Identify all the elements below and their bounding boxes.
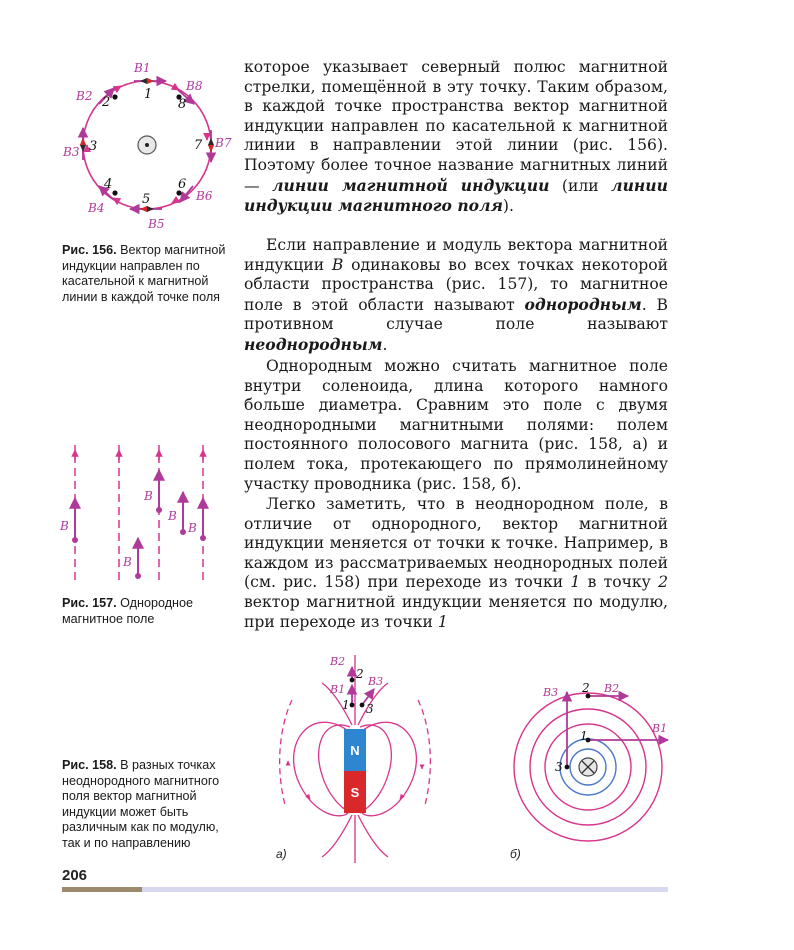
p4-mid: в точку [587, 573, 651, 592]
caption-fig158-text: В разных точках неоднородного магнитного поля вектор магнитной индукции может быть различным как по модулю, так и по направлению [62, 758, 220, 850]
p2-term-nonuniform: неоднородным [244, 334, 383, 354]
p4-point-2: 2 [658, 573, 668, 592]
point-b-3: 3 [555, 760, 563, 774]
caption-fig158-label: Рис. 158. [62, 758, 117, 772]
paragraph-4 [244, 495, 668, 632]
label-b1: B1 [134, 61, 151, 75]
p2-vector-b: B [331, 255, 344, 274]
label-b-uniform-3: B [144, 489, 153, 503]
label-b7: B7 [215, 136, 232, 150]
label-b-uniform-2: B [123, 555, 132, 569]
point-a-3: 3 [366, 702, 374, 716]
p4-end: вектор магнитной индукции меняется по модулю, при переходе из точки [244, 592, 668, 631]
paragraph-1 [244, 58, 668, 217]
p4-point-1: 1 [570, 573, 581, 592]
compass-needle-3 [80, 138, 86, 152]
footer-bar [62, 887, 668, 892]
label-b-uniform-5: B [188, 521, 197, 535]
caption-fig156-label: Рис. 156. [62, 243, 117, 257]
figure-156 [62, 50, 237, 240]
compass-needle-7 [208, 138, 214, 152]
point-4-label: 4 [104, 177, 113, 192]
caption-fig157-text: Однородное магнитное поле [62, 596, 194, 626]
p2-term-uniform: однородным [524, 294, 642, 314]
caption-fig157 [62, 596, 227, 627]
label-b-b2: B2 [604, 682, 620, 695]
point-5-label: 5 [142, 192, 151, 207]
label-b-uniform-1: B [60, 519, 69, 533]
label-b3: B3 [63, 145, 80, 159]
point-1-label: 1 [144, 87, 153, 102]
magnet-n-label: N [350, 743, 360, 758]
p4-point-1b: 1 [437, 612, 448, 631]
p2-part-c: . В противном случае поле называют [244, 295, 668, 334]
caption-fig156-text: Вектор магнитной индукции направлен по касательной к магнитной линии в каждой точке поля [62, 243, 226, 304]
caption-fig156 [62, 243, 227, 305]
p2-part-d: . [382, 335, 388, 354]
label-a-b1: B1 [330, 683, 346, 696]
p4-text: Легко заметить, что в неоднородном поле, в отличие от однородного, вектор магнитной индукции меняется от точки к точке. Например, в каждом из рассматриваемых неоднородных полей (см. рис. 158) при переходе из точки [244, 495, 668, 592]
p1-end: ). [502, 197, 514, 216]
p1-text: которое указывает северный полюс магнитной стрелки, помещённой в эту точку. Таким образом, в каждой точке пространства вектор магнитной индукции направлен по касательной к магнитной линии в направлении этой линии (рис. 156). Поэтому более точное название магнитных линий — [244, 58, 668, 195]
label-b-b3: B3 [543, 686, 559, 699]
point-8-label: 8 [178, 97, 187, 112]
wire-into-page [579, 758, 597, 776]
paragraph-2 [244, 236, 668, 356]
p1-term-1: линии магнитной индукции [272, 175, 550, 195]
point-b-1: 1 [580, 729, 588, 743]
caption-fig158 [62, 758, 237, 852]
point-a-1: 1 [342, 698, 350, 712]
page-number: 206 [62, 867, 88, 884]
point-7-label: 7 [194, 138, 203, 153]
figure-158a [270, 645, 440, 865]
label-b4: B4 [88, 201, 105, 215]
p1-term-2: линии индукции магнитного поля [244, 175, 668, 216]
figure-157 [55, 440, 230, 590]
p2-part-a: Если направление и модуль вектора магнитной индукции [244, 236, 668, 274]
figure-158b [500, 672, 680, 867]
label-b-uniform-4: B [168, 509, 177, 523]
point-3-label: 3 [89, 139, 98, 154]
p1-mid: (или [561, 176, 599, 195]
bar-magnet [344, 729, 366, 813]
label-b8: B8 [186, 79, 203, 93]
point-b-2: 2 [582, 681, 590, 695]
label-a-b3: B3 [368, 675, 384, 688]
point-6-label: 6 [178, 177, 187, 192]
point-2-label: 2 [102, 95, 111, 110]
subfigure-b-label: б) [510, 847, 521, 861]
label-b-b1: B1 [652, 722, 668, 735]
paragraph-3: Однородным можно считать магнитное поле внутри соленоида, длина которого намного больше диаметра. Сравним это поле с двумя неоднородными магнитными полями: полем постоянного полосового магнита (рис. 158, а) и полем тока, протекающего по прямолинейному участку проводника (рис. 158, б). [244, 357, 668, 493]
p2-part-b: одинаковы во всех точках некоторой области пространства (рис. 157), то магнитное поле в этой области называют [244, 255, 668, 314]
label-a-b2: B2 [330, 655, 346, 668]
compass-needle-1 [140, 78, 154, 84]
subfigure-a-label: а) [276, 847, 287, 861]
uniform-b-vectors [75, 470, 203, 576]
label-b2: B2 [76, 89, 93, 103]
label-b6: B6 [196, 189, 213, 203]
point-a-2: 2 [356, 667, 364, 681]
caption-fig157-label: Рис. 157. [62, 596, 117, 610]
label-b5: B5 [148, 217, 165, 231]
magnet-s-label: S [350, 785, 360, 800]
